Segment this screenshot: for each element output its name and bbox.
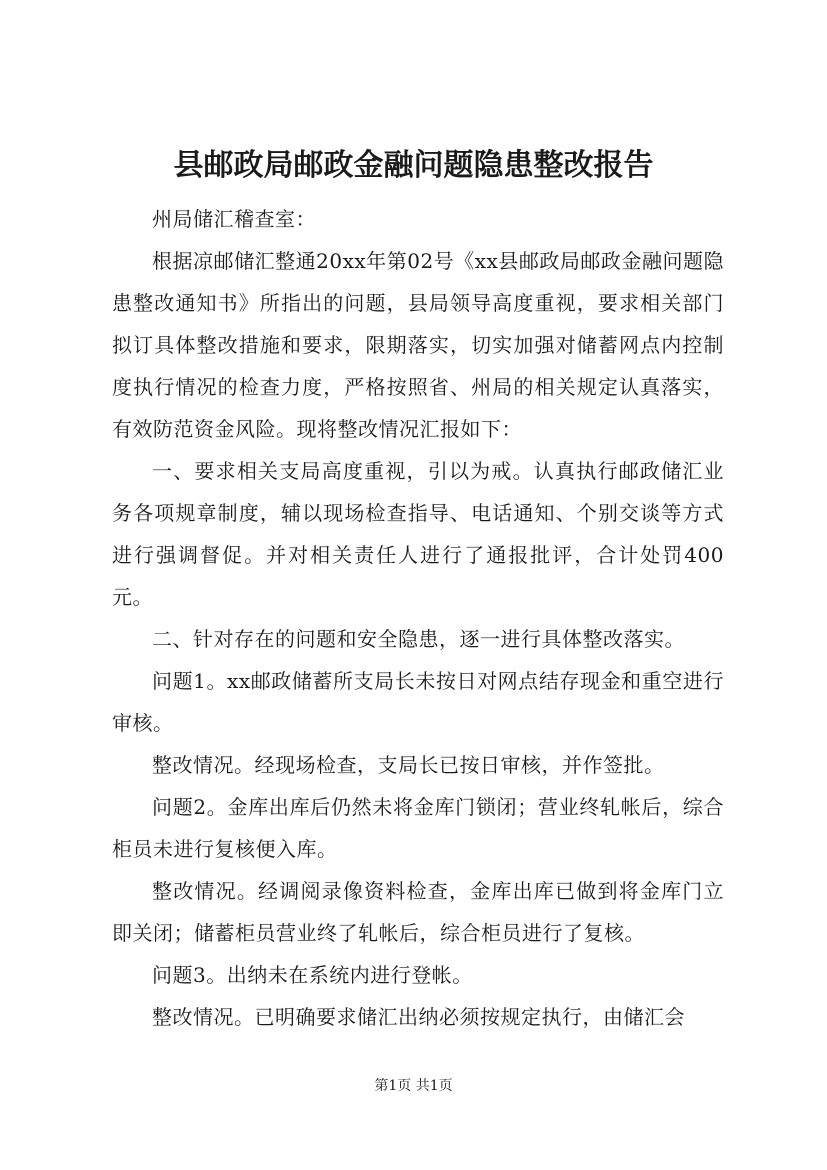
document-title: 县邮政局邮政金融问题隐患整改报告 bbox=[173, 148, 654, 183]
page-footer: 第1页 共1页 bbox=[374, 1078, 453, 1094]
intro-paragraph: 根据凉邮储汇整通20xx年第02号《xx县邮政局邮政金融问题隐患整改通知书》所指出的问题，县局领导高度重视，要求相关部门拟订具体整改措施和要求，限期落实，切实加强对储蓄网点内控制度执行情况的检查力度，严格按照省、州局的相关规定认真落实，有效防范资金风险。现将整改情况汇报如下： bbox=[112, 249, 724, 441]
document-body bbox=[112, 198, 724, 1038]
salutation: 州局储汇稽查室： bbox=[152, 207, 316, 231]
issue-2-paragraph: 问题2。金库出库后仍然未将金库门锁闭；营业终轧帐后，综合柜员未进行复核便入库。 bbox=[112, 795, 724, 861]
rectification-3-paragraph: 整改情况。已明确要求储汇出纳必须按规定执行，由储汇会 bbox=[152, 1005, 685, 1029]
section-two-paragraph: 二、针对存在的问题和安全隐患，逐一进行具体整改落实。 bbox=[152, 627, 685, 651]
issue-1-paragraph: 问题1。xx邮政储蓄所支局长未按日对网点结存现金和重空进行审核。 bbox=[112, 669, 724, 735]
section-one-paragraph: 一、要求相关支局高度重视，引以为戒。认真执行邮政储汇业务各项规章制度，辅以现场检查指导、电话通知、个别交谈等方式进行强调督促。并对相关责任人进行了通报批评，合计处罚400元。 bbox=[112, 459, 724, 609]
rectification-1-paragraph: 整改情况。经现场检查，支局长已按日审核，并作签批。 bbox=[152, 753, 665, 777]
rectification-2-paragraph: 整改情况。经调阅录像资料检查，金库出库已做到将金库门立即关闭；储蓄柜员营业终了轧帐后，综合柜员进行了复核。 bbox=[112, 879, 724, 945]
issue-3-paragraph: 问题3。出纳未在系统内进行登帐。 bbox=[152, 963, 473, 987]
